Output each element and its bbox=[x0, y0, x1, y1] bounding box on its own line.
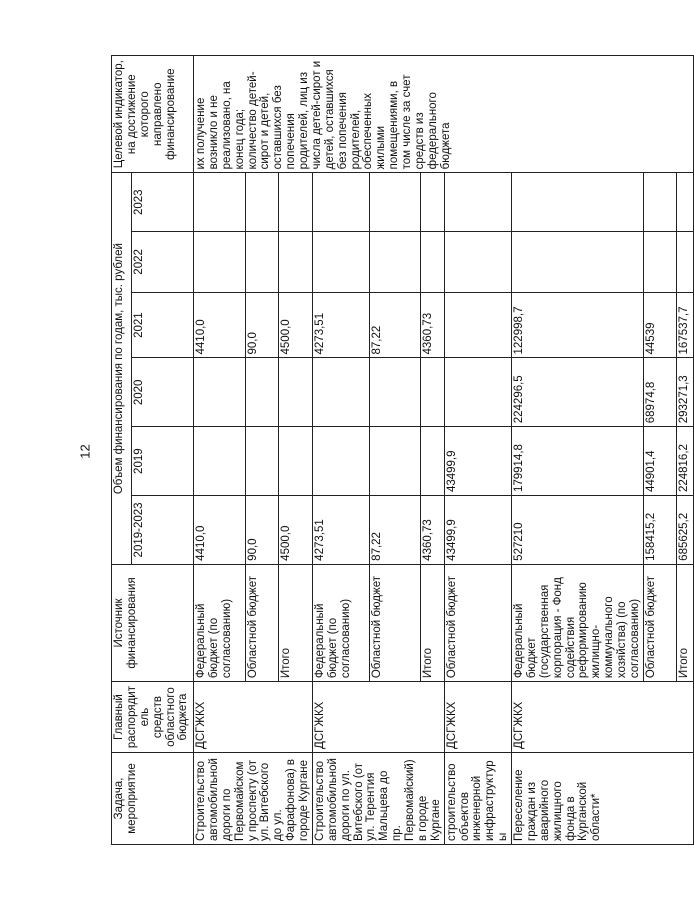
value-cell: 44539 bbox=[643, 292, 676, 358]
value-cell: 44901,4 bbox=[643, 427, 676, 496]
value-cell bbox=[444, 358, 511, 427]
value-cell: 527210 bbox=[512, 496, 644, 565]
value-cell bbox=[194, 358, 246, 427]
source-cell: Федеральный бюджет (по согласованию) bbox=[194, 564, 246, 681]
value-cell bbox=[444, 232, 511, 293]
header-main-admin: Главный распорядитель средств областного бюджета bbox=[112, 682, 194, 753]
value-cell bbox=[512, 232, 644, 293]
value-cell: 90,0 bbox=[245, 292, 279, 358]
header-funding: Объем финансирования по годам, тыс. рублей bbox=[112, 173, 132, 564]
header-year: 2019-2023 bbox=[132, 496, 194, 565]
header-source: Источник финансирования bbox=[112, 564, 194, 681]
value-cell: 293271,3 bbox=[676, 358, 693, 427]
value-cell: 90,0 bbox=[245, 496, 279, 565]
task-cell: строительство объектов инженерной инфраструктуры bbox=[444, 752, 511, 844]
value-cell bbox=[421, 173, 444, 232]
admin-cell: ДСГЖКХ bbox=[512, 682, 694, 753]
value-cell bbox=[421, 232, 444, 293]
source-cell: Федеральный бюджет (по согласованию) bbox=[312, 564, 369, 681]
value-cell bbox=[279, 173, 313, 232]
header-year: 2023 bbox=[132, 173, 194, 232]
admin-cell: ДСГЖКХ bbox=[312, 682, 444, 753]
value-cell bbox=[369, 358, 421, 427]
task-cell: Строительство автомобильной дороги по Первомайскому проспекту (от ул. Витебского до ул. Фарафонова) в городе Кургане bbox=[194, 752, 313, 844]
admin-cell: ДСГЖКХ bbox=[194, 682, 313, 753]
value-cell: 4410,0 bbox=[194, 292, 246, 358]
value-cell bbox=[312, 232, 369, 293]
table-row bbox=[444, 56, 511, 845]
value-cell bbox=[421, 358, 444, 427]
value-cell bbox=[312, 173, 369, 232]
table-row bbox=[512, 56, 644, 845]
value-cell bbox=[444, 173, 511, 232]
value-cell bbox=[444, 292, 511, 358]
value-cell bbox=[369, 427, 421, 496]
source-cell: Областной бюджет bbox=[444, 564, 511, 681]
value-cell bbox=[279, 427, 313, 496]
value-cell bbox=[676, 173, 693, 232]
task-cell: Переселение граждан из аварийного жилищного фонда в Курганской области* bbox=[512, 752, 694, 844]
value-cell bbox=[643, 173, 676, 232]
value-cell: 4500,0 bbox=[279, 292, 313, 358]
value-cell bbox=[245, 427, 279, 496]
value-cell: 87,22 bbox=[369, 496, 421, 565]
rotated-page bbox=[111, 55, 690, 845]
value-cell: 4273,51 bbox=[312, 496, 369, 565]
value-cell bbox=[312, 427, 369, 496]
value-cell bbox=[245, 173, 279, 232]
value-cell: 4360,73 bbox=[421, 292, 444, 358]
value-cell bbox=[245, 232, 279, 293]
value-cell bbox=[279, 232, 313, 293]
header-target: Целевой индикатор, на достижение которого направлено финансирование bbox=[112, 56, 194, 173]
value-cell: 224296,5 bbox=[512, 358, 644, 427]
source-cell: Областной бюджет bbox=[245, 564, 279, 681]
value-cell bbox=[194, 232, 246, 293]
value-cell bbox=[194, 173, 246, 232]
header-year: 2020 bbox=[132, 358, 194, 427]
value-cell bbox=[643, 232, 676, 293]
value-cell: 4273,51 bbox=[312, 292, 369, 358]
value-cell: 179914,8 bbox=[512, 427, 644, 496]
header-task: Задача, мероприятие bbox=[112, 752, 194, 844]
table-row bbox=[312, 56, 369, 845]
header-year: 2022 bbox=[132, 232, 194, 293]
value-cell: 4500,0 bbox=[279, 496, 313, 565]
value-cell bbox=[676, 232, 693, 293]
value-cell: 43499,9 bbox=[444, 496, 511, 565]
value-cell: 158415,2 bbox=[643, 496, 676, 565]
value-cell: 685625,2 bbox=[676, 496, 693, 565]
value-cell: 122998,7 bbox=[512, 292, 644, 358]
source-cell: Областной бюджет bbox=[369, 564, 421, 681]
target-cell: их получение возникло и не реализовано, на конец года; количество детей-сирот и детей, оставшихся без попечения родителей, лиц из числа детей-сирот и детей, оставшихся без попечения родителей, обеспеченных жилыми помещениями, в том числе за счет средств из федерального бюджета bbox=[194, 56, 694, 173]
value-cell bbox=[512, 173, 644, 232]
value-cell bbox=[369, 232, 421, 293]
value-cell bbox=[369, 173, 421, 232]
value-cell bbox=[194, 427, 246, 496]
header-year: 2021 bbox=[132, 292, 194, 358]
value-cell: 43499,9 bbox=[444, 427, 511, 496]
value-cell: 68974,8 bbox=[643, 358, 676, 427]
page-number: 12 bbox=[77, 444, 93, 459]
value-cell: 4360,73 bbox=[421, 496, 444, 565]
source-cell: Итого bbox=[676, 564, 693, 681]
task-cell: Строительство автомобильной дороги по ул. Витебского (от ул. Терентия Мальцева до пр. Первомайский) в городе Кургане bbox=[312, 752, 444, 844]
source-cell: Областной бюджет bbox=[643, 564, 676, 681]
source-cell: Итого bbox=[279, 564, 313, 681]
header-year: 2019 bbox=[132, 427, 194, 496]
admin-cell: ДСГЖКХ bbox=[444, 682, 511, 753]
value-cell: 87,22 bbox=[369, 292, 421, 358]
value-cell bbox=[245, 358, 279, 427]
funding-table bbox=[111, 55, 694, 845]
source-cell: Федеральный бюджет (государственная корпорация - Фонд содействия реформированию жилищно-коммунального хозяйства) (по согласованию) bbox=[512, 564, 644, 681]
value-cell: 224816,2 bbox=[676, 427, 693, 496]
table-row bbox=[194, 56, 246, 845]
value-cell: 4410,0 bbox=[194, 496, 246, 565]
value-cell bbox=[421, 427, 444, 496]
source-cell: Итого bbox=[421, 564, 444, 681]
value-cell bbox=[279, 358, 313, 427]
value-cell bbox=[312, 358, 369, 427]
value-cell: 167537,7 bbox=[676, 292, 693, 358]
